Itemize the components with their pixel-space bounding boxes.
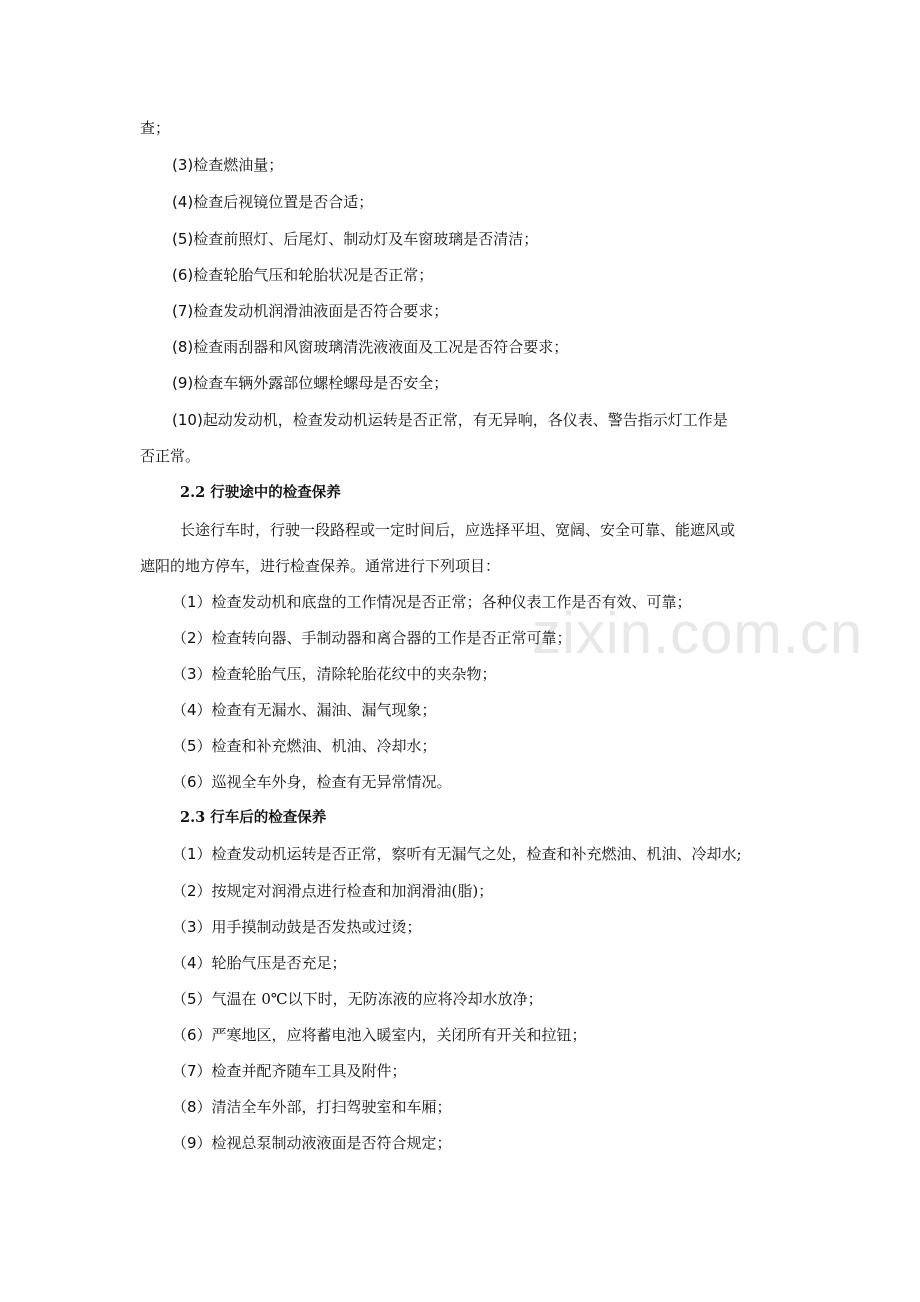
list-item: (9)检查车辆外露部位螺栓螺母是否安全； xyxy=(172,374,449,392)
list-item: (10)起动发动机，检查发动机运转是否正常，有无异响，各仪表、警告指示灯工作是 xyxy=(172,411,728,429)
paragraph-line: 长途行车时，行驶一段路程或一定时间后，应选择平坦、宽阔、安全可靠、能遮风或 xyxy=(180,521,736,539)
continued-text: 查； xyxy=(140,119,171,137)
list-item: （6）严寒地区，应将蓄电池入暖室内，关闭所有开关和拉钮； xyxy=(172,1026,587,1044)
list-item: （6）巡视全车外身，检查有无异常情况。 xyxy=(172,773,452,791)
list-item: （9）检视总泵制动液液面是否符合规定； xyxy=(172,1134,452,1152)
list-item: （5）气温在 0℃以下时，无防冻液的应将冷却水放净； xyxy=(172,990,543,1008)
list-item: （7）检查并配齐随车工具及附件； xyxy=(172,1062,407,1080)
list-item: （3）用手摸制动鼓是否发热或过烫； xyxy=(172,918,422,936)
list-item: （8）清洁全车外部，打扫驾驶室和车厢； xyxy=(172,1098,452,1116)
list-item: （4）轮胎气压是否充足； xyxy=(172,954,347,972)
list-item: （1）检查发动机和底盘的工作情况是否正常；各种仪表工作是否有效、可靠； xyxy=(172,593,692,611)
list-item: (5)检查前照灯、后尾灯、制动灯及车窗玻璃是否清洁； xyxy=(172,230,539,248)
list-item: (7)检查发动机润滑油液面是否符合要求； xyxy=(172,302,449,320)
list-item: （5）检查和补充燃油、机油、冷却水； xyxy=(172,737,437,755)
list-item: (3)检查燃油量； xyxy=(172,156,284,174)
continued-text: 否正常。 xyxy=(140,447,201,465)
list-item: （2）检查转向器、手制动器和离合器的工作是否正常可靠； xyxy=(172,629,572,647)
list-item: (6)检查轮胎气压和轮胎状况是否正常； xyxy=(172,266,434,284)
section-heading-2-3: 2.3 行车后的检查保养 xyxy=(180,809,327,826)
list-item: (8)检查雨刮器和风窗玻璃清洗液液面及工况是否符合要求； xyxy=(172,338,569,356)
watermark: zixin.com.cn xyxy=(532,601,864,666)
list-item: （3）检查轮胎气压，清除轮胎花纹中的夹杂物； xyxy=(172,665,497,683)
list-item: （2）按规定对润滑点进行检查和加润滑油(脂)； xyxy=(172,882,494,900)
paragraph-line: 遮阳的地方停车，进行检查保养。通常进行下列项目： xyxy=(140,557,501,575)
list-item: (4)检查后视镜位置是否合适； xyxy=(172,193,374,211)
list-item: （4）检查有无漏水、漏油、漏气现象； xyxy=(172,701,437,719)
section-heading-2-2: 2.2 行驶途中的检查保养 xyxy=(180,484,341,501)
list-item: （1）检查发动机运转是否正常，察听有无漏气之处，检查和补充燃油、机油、冷却水; xyxy=(172,845,742,863)
